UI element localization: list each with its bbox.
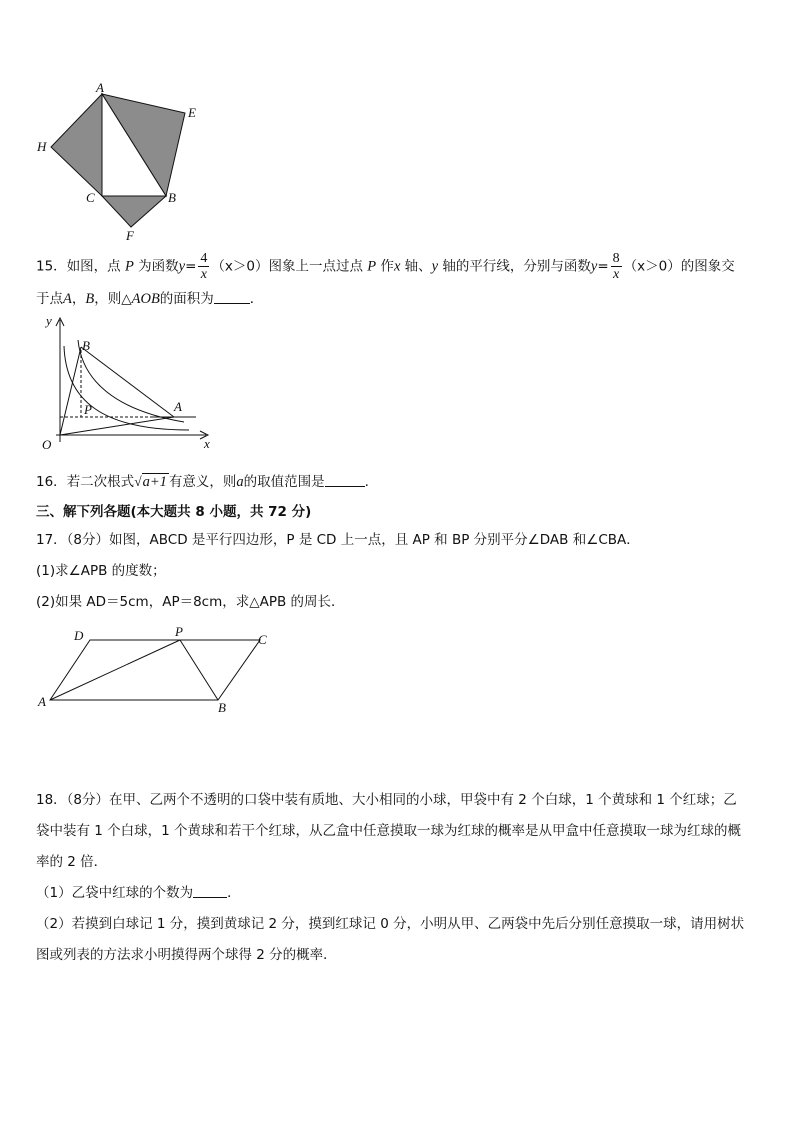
label-P: P <box>84 402 92 417</box>
sqrt-expression: √a+1 <box>134 474 167 490</box>
q16-line: 16．若二次根式√a+1 有意义，则a的取值范围是 . <box>36 474 369 490</box>
q18-line2: 袋中装有 1 个白球，1 个黄球和若干个红球，从乙盒中任意摸取一球为红球的概率是从甲盒中任意摸取一球为红球的概 <box>36 823 742 839</box>
q18-line3: 率的 2 倍． <box>36 854 108 870</box>
figure-q14 <box>30 80 220 245</box>
q18-part2-cont: 图或列表的方法求小明摸得两个球得 2 分的概率． <box>36 947 337 963</box>
label-B: B <box>218 700 226 715</box>
answer-blank-q15[interactable] <box>214 289 250 304</box>
label-O: O <box>42 437 52 452</box>
label-C: C <box>86 190 95 205</box>
fraction-4-over-x: $\frac{4}{x}$ <box>200 251 208 282</box>
answer-blank-q16[interactable] <box>325 472 365 487</box>
curve-y-8-over-x <box>78 340 184 422</box>
label-A: A <box>174 399 182 414</box>
q18-line1: 18．（8分）在甲、乙两个不透明的口袋中装有质地、大小相同的小球，甲袋中有 2 个白球，1 个黄球和 1 个红球；乙 <box>36 792 737 808</box>
label-E: E <box>188 105 196 120</box>
label-B: B <box>168 190 176 205</box>
label-P: P <box>175 624 183 639</box>
label-C: C <box>258 632 267 647</box>
label-H: H <box>37 139 47 154</box>
q17-part1: (1)求∠APB 的度数； <box>36 563 166 579</box>
fraction-8-over-x: $\frac{8}{x}$ <box>612 251 620 282</box>
figure-q15 <box>34 310 219 452</box>
label-A: A <box>96 80 104 95</box>
label-F: F <box>126 228 134 243</box>
label-x: x <box>204 436 210 451</box>
segment-bp <box>180 640 218 700</box>
q17-line1: 17．（8分）如图，ABCD 是平行四边形，P 是 CD 上一点，且 AP 和 BP 分别平分∠DAB 和∠CBA． <box>36 532 640 548</box>
label-y: y <box>46 313 52 328</box>
segment-ba <box>81 347 174 417</box>
label-D: D <box>74 628 84 643</box>
parallelogram-abcd <box>50 640 260 700</box>
figure-q17 <box>34 624 274 716</box>
q17-part2: (2)如果 AD＝5cm，AP＝8cm，求△APB 的周长． <box>36 594 345 610</box>
q18-part2: （2）若摸到白球记 1 分，摸到黄球记 2 分，摸到红球记 0 分，小明从甲、乙两袋中先后分别任意摸取一球，请用树状 <box>36 916 745 932</box>
section-heading: 三、解下列各题(本大题共 8 小题，共 72 分) <box>36 504 312 520</box>
q18-part1: （1）乙袋中红球的个数为 ． <box>36 885 241 901</box>
label-A: A <box>38 694 46 709</box>
label-B: B <box>82 338 90 353</box>
triangle-cfb <box>102 196 166 227</box>
q15-line1: 15．如图，点 P 为函数y= $\frac{4}{x}$ （x＞0）图象上一点过点 P 作x 轴、y 轴的平行线，分别与函数y= $\frac{8}{x}$ （x＞0）的图象交 <box>36 251 735 282</box>
triangle-ahc <box>51 94 102 196</box>
q15-line2: 于点A，B，则△AOB的面积为 ． <box>36 291 264 307</box>
answer-blank-q18[interactable] <box>193 883 227 898</box>
